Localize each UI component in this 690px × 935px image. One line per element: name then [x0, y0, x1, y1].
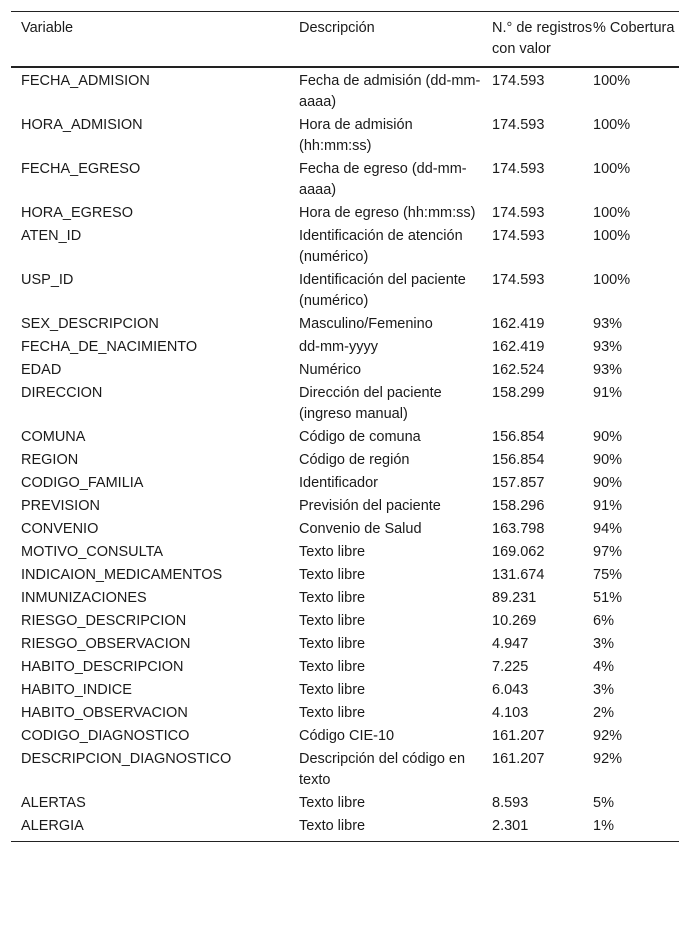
cell-descripcion: dd-mm-yyyy — [299, 339, 378, 355]
cell-variable: DESCRIPCION_DIAGNOSTICO — [21, 751, 232, 767]
table-row — [11, 382, 679, 426]
table-row — [11, 725, 679, 748]
cell-registros: 156.854 — [492, 429, 545, 445]
table-row — [11, 679, 679, 702]
cell-registros: 162.419 — [492, 339, 545, 355]
cell-variable: HORA_EGRESO — [21, 205, 133, 221]
cell-variable: MOTIVO_CONSULTA — [21, 544, 164, 560]
cell-descripcion: Texto libre — [299, 613, 366, 629]
cell-cobertura: 100% — [593, 205, 631, 221]
cell-descripcion: Previsión del paciente — [299, 498, 441, 514]
table-row — [11, 564, 679, 587]
cell-cobertura: 100% — [593, 73, 631, 89]
cell-variable: PREVISION — [21, 498, 100, 514]
cell-descripcion: Texto libre — [299, 705, 366, 721]
cell-variable: ATEN_ID — [21, 228, 82, 244]
cell-descripcion: Identificación de atención (numérico) — [299, 228, 463, 265]
cell-registros: 2.301 — [492, 818, 529, 834]
table-row — [11, 313, 679, 336]
cell-descripcion: Masculino/Femenino — [299, 316, 433, 332]
cell-descripcion: Descripción del código en texto — [299, 751, 466, 788]
cell-cobertura: 100% — [593, 228, 631, 244]
cell-registros: 174.593 — [492, 205, 545, 221]
header-registros: N.° de registros con valor — [492, 20, 593, 57]
cell-registros: 131.674 — [492, 567, 545, 583]
cell-descripcion: Código CIE-10 — [299, 728, 395, 744]
table-row — [11, 426, 679, 449]
cell-cobertura: 97% — [593, 544, 623, 560]
cell-registros: 169.062 — [492, 544, 545, 560]
cell-registros: 8.593 — [492, 795, 529, 811]
cell-registros: 4.947 — [492, 636, 529, 652]
cell-registros: 89.231 — [492, 590, 537, 606]
cell-descripcion: Hora de egreso (hh:mm:ss) — [299, 205, 476, 221]
cell-registros: 6.043 — [492, 682, 529, 698]
cell-descripcion: Texto libre — [299, 818, 366, 834]
cell-descripcion: Numérico — [299, 362, 362, 378]
cell-descripcion: Texto libre — [299, 544, 366, 560]
cell-cobertura: 100% — [593, 272, 631, 288]
table-row — [11, 158, 679, 202]
table-row — [11, 269, 679, 313]
cell-cobertura: 91% — [593, 498, 623, 514]
cell-variable: RIESGO_DESCRIPCION — [21, 613, 187, 629]
cell-descripcion: Fecha de egreso (dd-mm-aaaa) — [299, 161, 467, 198]
cell-registros: 157.857 — [492, 475, 545, 491]
cell-descripcion: Código de región — [299, 452, 410, 468]
table-row — [11, 541, 679, 564]
table-row — [11, 518, 679, 541]
table-row — [11, 610, 679, 633]
table-row — [11, 472, 679, 495]
cell-descripcion: Texto libre — [299, 567, 366, 583]
cell-descripcion: Hora de admisión (hh:mm:ss) — [299, 117, 413, 154]
cell-cobertura: 90% — [593, 475, 623, 491]
header-row — [11, 12, 679, 68]
cell-variable: INMUNIZACIONES — [21, 590, 147, 606]
cell-cobertura: 100% — [593, 161, 631, 177]
table-row — [11, 792, 679, 815]
cell-descripcion: Fecha de admisión (dd-mm-aaaa) — [299, 73, 481, 110]
cell-variable: HORA_ADMISION — [21, 117, 143, 133]
table-row — [11, 702, 679, 725]
cell-variable: ALERGIA — [21, 818, 84, 834]
cell-cobertura: 75% — [593, 567, 623, 583]
table-row — [11, 815, 679, 842]
cell-cobertura: 93% — [593, 362, 623, 378]
cell-cobertura: 93% — [593, 339, 623, 355]
table-body — [11, 67, 679, 842]
cell-registros: 161.207 — [492, 751, 545, 767]
cell-registros: 161.207 — [492, 728, 545, 744]
cell-registros: 158.296 — [492, 498, 545, 514]
cell-cobertura: 93% — [593, 316, 623, 332]
table-row — [11, 336, 679, 359]
cell-cobertura: 91% — [593, 385, 623, 401]
cell-variable: COMUNA — [21, 429, 86, 445]
cell-descripcion: Identificador — [299, 475, 378, 491]
header-cobertura: % Cobertura — [593, 20, 675, 36]
cell-registros: 174.593 — [492, 161, 545, 177]
cell-cobertura: 92% — [593, 728, 623, 744]
cell-cobertura: 6% — [593, 613, 614, 629]
cell-variable: SEX_DESCRIPCION — [21, 316, 159, 332]
cell-variable: CODIGO_FAMILIA — [21, 475, 144, 491]
cell-variable: ALERTAS — [21, 795, 86, 811]
table-row — [11, 114, 679, 158]
cell-variable: HABITO_INDICE — [21, 682, 132, 698]
table-row — [11, 587, 679, 610]
cell-cobertura: 3% — [593, 682, 614, 698]
cell-cobertura: 1% — [593, 818, 614, 834]
cell-descripcion: Texto libre — [299, 682, 366, 698]
cell-registros: 174.593 — [492, 228, 545, 244]
cell-cobertura: 90% — [593, 452, 623, 468]
table-row — [11, 225, 679, 269]
cell-descripcion: Dirección del paciente (ingreso manual) — [299, 385, 442, 422]
cell-registros: 158.299 — [492, 385, 545, 401]
cell-descripcion: Identificación del paciente (numérico) — [299, 272, 466, 309]
table-row — [11, 67, 679, 114]
cell-registros: 4.103 — [492, 705, 529, 721]
cell-registros: 10.269 — [492, 613, 537, 629]
cell-variable: DIRECCION — [21, 385, 103, 401]
cell-cobertura: 94% — [593, 521, 623, 537]
cell-registros: 162.419 — [492, 316, 545, 332]
cell-descripcion: Texto libre — [299, 659, 366, 675]
variables-table-container — [11, 11, 679, 842]
cell-variable: CONVENIO — [21, 521, 99, 537]
cell-registros: 156.854 — [492, 452, 545, 468]
cell-descripcion: Texto libre — [299, 636, 366, 652]
cell-variable: HABITO_DESCRIPCION — [21, 659, 184, 675]
table-header — [11, 12, 679, 68]
table-row — [11, 359, 679, 382]
cell-registros: 174.593 — [492, 73, 545, 89]
cell-registros: 162.524 — [492, 362, 545, 378]
cell-cobertura: 90% — [593, 429, 623, 445]
table-row — [11, 748, 679, 792]
cell-variable: FECHA_ADMISION — [21, 73, 150, 89]
cell-cobertura: 4% — [593, 659, 614, 675]
cell-variable: REGION — [21, 452, 79, 468]
cell-cobertura: 3% — [593, 636, 614, 652]
table-row — [11, 202, 679, 225]
cell-cobertura: 100% — [593, 117, 631, 133]
header-descripcion: Descripción — [299, 20, 375, 36]
table-row — [11, 656, 679, 679]
cell-descripcion: Texto libre — [299, 590, 366, 606]
cell-cobertura: 92% — [593, 751, 623, 767]
cell-variable: FECHA_EGRESO — [21, 161, 141, 177]
cell-variable: INDICAION_MEDICAMENTOS — [21, 567, 223, 583]
cell-descripcion: Texto libre — [299, 795, 366, 811]
header-variable: Variable — [21, 20, 74, 36]
table-row — [11, 449, 679, 472]
cell-cobertura: 5% — [593, 795, 614, 811]
cell-variable: RIESGO_OBSERVACION — [21, 636, 191, 652]
cell-descripcion: Código de comuna — [299, 429, 421, 445]
cell-registros: 7.225 — [492, 659, 529, 675]
table-row — [11, 633, 679, 656]
cell-cobertura: 51% — [593, 590, 623, 606]
cell-descripcion: Convenio de Salud — [299, 521, 422, 537]
cell-registros: 174.593 — [492, 117, 545, 133]
cell-registros: 163.798 — [492, 521, 545, 537]
cell-variable: HABITO_OBSERVACION — [21, 705, 188, 721]
cell-variable: CODIGO_DIAGNOSTICO — [21, 728, 190, 744]
variables-table — [11, 11, 679, 842]
cell-variable: FECHA_DE_NACIMIENTO — [21, 339, 198, 355]
cell-variable: EDAD — [21, 362, 62, 378]
cell-variable: USP_ID — [21, 272, 74, 288]
cell-cobertura: 2% — [593, 705, 614, 721]
table-row — [11, 495, 679, 518]
cell-registros: 174.593 — [492, 272, 545, 288]
